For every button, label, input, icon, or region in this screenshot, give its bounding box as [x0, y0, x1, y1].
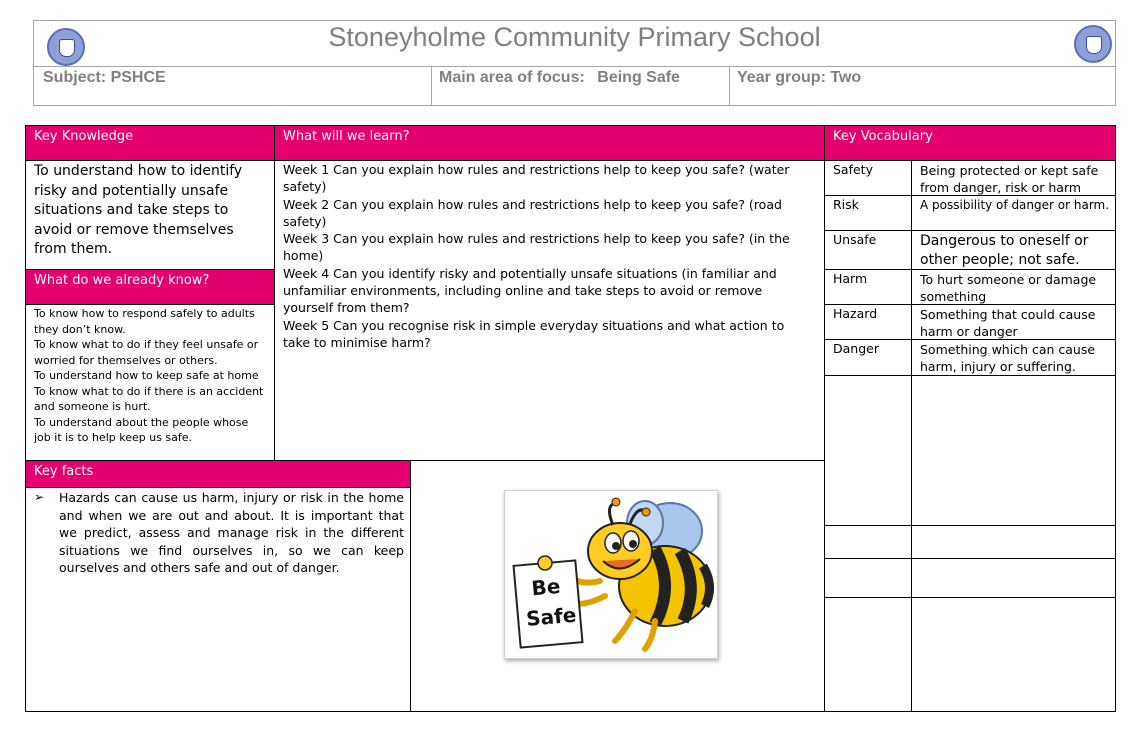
- already-know-heading: What do we already know?: [26, 270, 274, 304]
- key-knowledge-heading: Key Knowledge: [26, 126, 274, 161]
- vocabulary-heading: Key Vocabulary: [825, 126, 1115, 161]
- focus-label-text: Main area of focus:: [439, 69, 585, 86]
- week-1: Week 1 Can you explain how rules and restrictions help to keep you safe? (water safety): [283, 162, 790, 194]
- vocab-term: Harm: [833, 271, 868, 286]
- list-item: To understand about the people whose job it is to help keep us safe.: [34, 415, 249, 444]
- school-name: Stoneyholme Community Primary School: [328, 22, 821, 52]
- key-facts-bullet: ➢: [34, 490, 45, 504]
- key-facts-text: Hazards can cause us harm, injury or risk in the home and when we are out and about. It is important that we predict, assess and manage risk in the different situations we find ourselves in, so we can keep ourselves and others safe and out of danger.: [59, 490, 404, 575]
- vocab-term: Hazard: [833, 306, 878, 321]
- grid-line: [274, 125, 275, 461]
- grid-line: [25, 487, 411, 488]
- key-knowledge-text: To understand how to identify risky and potentially unsafe situations and take steps to avoid or remove themselves from them.: [34, 163, 243, 257]
- vocab-definition: A possibility of danger or harm.: [920, 198, 1110, 212]
- bee-holding-sign-icon: [505, 491, 718, 659]
- vocab-term: Danger: [833, 341, 879, 356]
- year-group-label: Year group: Two: [737, 69, 862, 86]
- grid-line: [824, 597, 1116, 598]
- sign-text-line2: Safe: [525, 602, 578, 631]
- grid-line: [25, 460, 825, 461]
- vocab-definition: Something that could cause harm or danger: [920, 307, 1096, 339]
- grid-line: [911, 160, 912, 712]
- vocab-term: Risk: [833, 197, 859, 212]
- focus-label: [439, 69, 680, 87]
- grid-line: [824, 375, 1116, 376]
- vocab-definition: To hurt someone or damage something: [920, 272, 1097, 304]
- week-2: Week 2 Can you explain how rules and restrictions help to keep you safe? (road safety): [283, 197, 782, 229]
- grid-line: [25, 269, 275, 270]
- list-item: To know how to respond safely to adults they don’t know.: [34, 307, 255, 336]
- grid-line: [824, 125, 825, 712]
- learn-heading: What will we learn?: [275, 126, 824, 161]
- header-divider-v2: [729, 66, 730, 106]
- sign-text-line1: Be: [530, 573, 562, 601]
- vocab-definition: Being protected or kept safe from danger, risk or harm: [920, 163, 1099, 195]
- grid-line: [824, 558, 1116, 559]
- week-3: Week 3 Can you explain how rules and restrictions help to keep you safe? (in the home): [283, 231, 790, 263]
- grid-line: [410, 460, 411, 712]
- grid-line: [25, 304, 275, 305]
- list-item: To know what to do if they feel unsafe or worried for themselves or others.: [34, 338, 259, 367]
- vocab-definition: Something which can cause harm, injury or suffering.: [920, 342, 1096, 374]
- header-divider-v1: [431, 66, 432, 106]
- key-facts-heading: Key facts: [26, 461, 410, 487]
- list-item: To know what to do if there is an accident and someone is hurt.: [34, 384, 264, 413]
- vocab-term: Safety: [833, 162, 873, 177]
- week-5: Week 5 Can you recognise risk in simple everyday situations and what action to take to minimise harm?: [283, 318, 785, 350]
- vocab-term: Unsafe: [833, 232, 877, 247]
- grid-line: [824, 525, 1116, 526]
- be-safe-image: [504, 490, 718, 659]
- subject-label: Subject: PSHCE: [43, 69, 166, 86]
- grid-line: [824, 230, 1116, 231]
- already-know-list: [34, 306, 266, 446]
- header-divider: [33, 66, 1116, 67]
- focus-value: Being Safe: [597, 69, 680, 86]
- list-item: To understand how to keep safe at home: [34, 369, 259, 382]
- vocab-definition: Dangerous to oneself or other people; not safe.: [920, 233, 1089, 268]
- week-4: Week 4 Can you identify risky and potentially unsafe situations (in familiar and unfamiliar environments, including online and take steps to avoid or remove yourself from them?: [283, 266, 777, 315]
